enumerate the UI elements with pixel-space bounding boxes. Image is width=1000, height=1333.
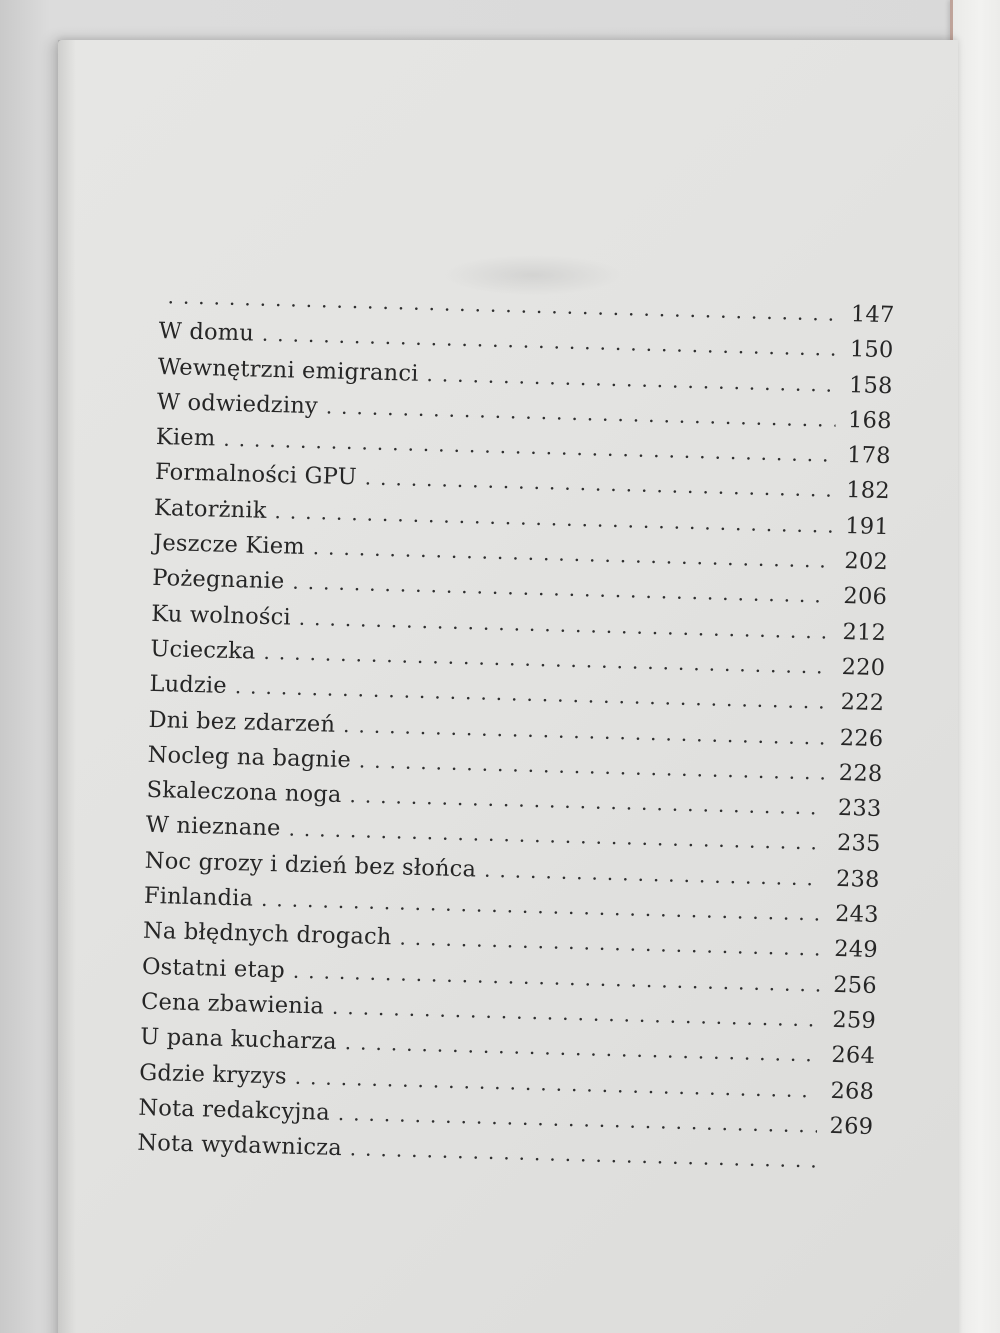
toc-entry-page: 212 [842,618,887,646]
toc-entry-title: Ludzie [149,671,228,700]
toc-entry-page: 150 [849,336,894,364]
toc-entry-title: Cena zbawienia [140,988,325,1020]
toc-entry-title: W odwiedziny [156,388,319,420]
toc-entry-page: 235 [836,830,881,858]
toc-entry-title: Dni bez zdarzeń [148,706,336,738]
toc-entry-page: 182 [845,477,891,505]
toc-entry-title: W nieznane [145,812,281,842]
toc-entry-title: Noc grozy i dzień bez słońca [144,847,477,883]
toc-entry-title: Ku wolności [151,600,292,631]
toc-entry-title: Pożegnanie [151,565,285,595]
toc-entry-page: 243 [834,900,880,929]
toc-entry-title: Na błędnych drogach [142,918,392,951]
faded-heading-mark [443,255,623,295]
toc-entry-title: W domu [158,318,255,347]
toc-entry-page: 259 [832,1006,877,1034]
toc-entry-page: 264 [831,1042,876,1070]
toc-entry-page: 226 [839,724,884,752]
toc-entry-title: Formalności GPU [154,459,358,491]
toc-entry-title: Nocleg na bagnie [147,741,352,774]
toc-entry-page: 202 [844,548,889,576]
toc-entry-page: 268 [830,1077,875,1105]
toc-entry-page: 191 [844,512,890,540]
toc-entry-page: 249 [833,936,879,964]
toc-entry-title: Kiem [155,424,216,452]
toc-entry-title: Nota redakcyjna [138,1094,331,1126]
toc-entry-page: 220 [841,653,886,682]
toc-entry-page: 178 [846,442,892,470]
toc-entry-title: Skaleczona noga [146,776,342,809]
toc-entry-title: Nota wydawnicza [137,1129,343,1162]
toc-entry-title: Finlandia [143,882,254,912]
toc-entry-page: 233 [837,795,882,823]
toc-entry-title: Ostatni etap [141,953,286,984]
toc-entry-page: 228 [838,759,883,787]
toc-entry-page: 222 [840,689,885,717]
toc-entry-title: Gdzie kryzys [138,1059,288,1090]
toc-entry-page: 238 [835,865,880,893]
toc-entry-page: 168 [847,406,892,435]
toc-entry-title: Ucieczka [150,635,256,665]
toc-entry-page: 147 [850,301,895,329]
table-of-contents [137,283,895,1184]
toc-entry-page: 256 [832,971,878,999]
toc-entry-page: 269 [829,1112,874,1140]
toc-entry-page: 206 [843,583,888,611]
toc-entry-title: Jeszcze Kiem [152,529,306,560]
toc-entry-title: Katorżnik [153,494,267,524]
toc-entry-page: 158 [848,371,893,399]
toc-entry-page [816,1168,872,1169]
toc-entry-title: U pana kucharza [139,1023,338,1056]
toc-entry-title: Wewnętrzni emigranci [157,353,419,387]
